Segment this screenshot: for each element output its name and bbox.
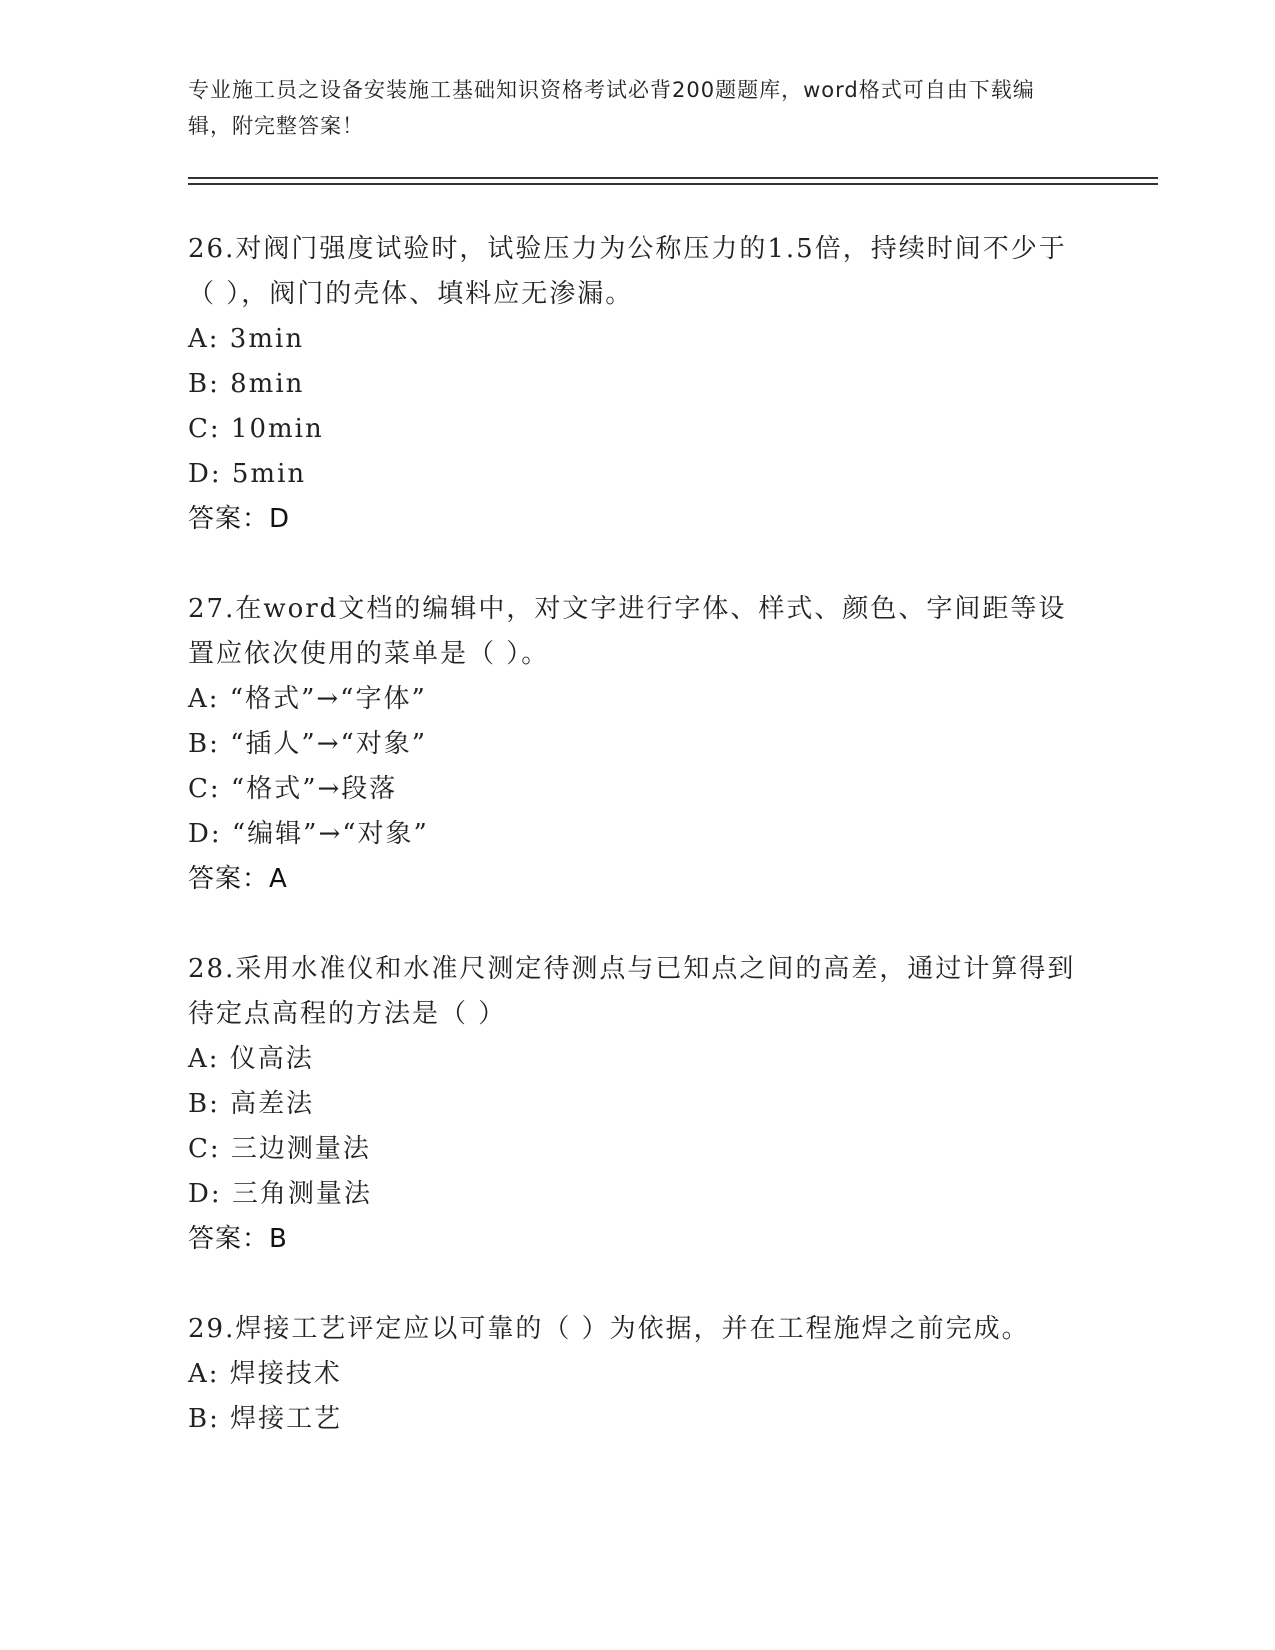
question-stem: 26.对阀门强度试验时，试验压力为公称压力的1.5倍，持续时间不少于（ ），阀门的壳体、填料应无渗漏。 [188,234,1067,309]
option-a: A: 3min [188,324,305,354]
header-divider-bottom [188,183,1158,185]
question-28 [188,947,1088,1262]
answer-line: 答案：B [188,1224,288,1254]
option-b: B: 8min [188,369,305,399]
option-c: C: “格式”→段落 [188,774,398,804]
question-stem: 27.在word文档的编辑中，对文字进行字体、样式、颜色、字间距等设置应依次使用的菜单是（ ）。 [188,594,1067,669]
question-27 [188,587,1088,902]
answer-line: 答案：D [188,504,291,534]
option-a: A: 仪高法 [188,1044,314,1074]
header-divider-top [188,177,1158,179]
document-header: 专业施工员之设备安装施工基础知识资格考试必背200题题库，word格式可自由下载编辑，附完整答案！ [188,78,1035,138]
answer-line: 答案：A [188,864,288,894]
option-d: D: “编辑”→“对象” [188,819,429,849]
question-29 [188,1307,1088,1442]
option-b: B: 高差法 [188,1089,315,1119]
option-a: A: 焊接技术 [188,1359,342,1389]
option-c: C: 10min [188,414,324,444]
question-stem: 29.焊接工艺评定应以可靠的（ ）为依据，并在工程施焊之前完成。 [188,1314,1030,1344]
option-d: D: 三角测量法 [188,1179,372,1209]
option-c: C: 三边测量法 [188,1134,371,1164]
question-stem: 28.采用水准仪和水准尺测定待测点与已知点之间的高差，通过计算得到待定点高程的方法是（ ） [188,954,1076,1029]
option-a: A: “格式”→“字体” [188,684,427,714]
question-26 [188,227,1088,542]
option-b: B: 焊接工艺 [188,1404,343,1434]
option-d: D: 5min [188,459,307,489]
option-b: B: “插人”→“对象” [188,729,428,759]
